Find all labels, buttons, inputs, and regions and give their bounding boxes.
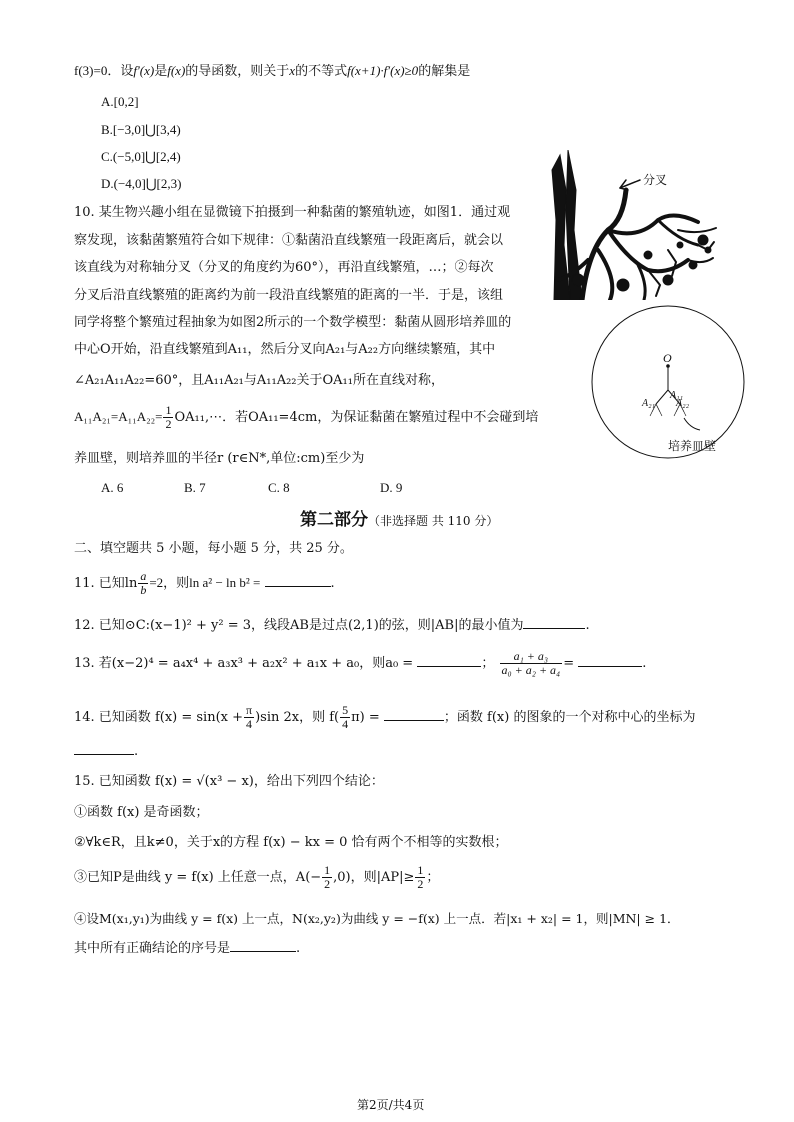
q13-answer-blank-1[interactable] <box>417 654 481 667</box>
q14-mid: )sin 2x，则 f( <box>255 710 340 725</box>
fraction-numerator: 1 <box>417 863 424 877</box>
q9-option-c[interactable]: C.(−5,0]⋃[2,4) <box>101 149 181 164</box>
fraction-numerator: π <box>246 703 253 717</box>
q10-line-1: 10. 某生物兴趣小组在显微镜下拍摄到一种黏菌的繁殖轨迹，如图1．通过观 <box>74 205 511 220</box>
q12-text: 12. 已知⊙C:(x−1)² + y² = 3，线段AB是过点(2,1)的弦，则|AB|的最小值为 <box>74 618 524 633</box>
section-2-heading <box>300 509 498 533</box>
q14-end: . <box>134 744 139 759</box>
fraction-denominator: 2 <box>417 877 424 891</box>
fraction-denominator: 2 <box>165 417 172 431</box>
q9-option-b[interactable]: B.[−3,0]⋃[3,4) <box>101 122 181 137</box>
q15-conclusion-3 <box>74 863 439 893</box>
q11-fraction <box>138 570 148 597</box>
q15-answer-blank[interactable] <box>230 939 296 952</box>
q11 <box>74 568 335 599</box>
q15-c3-fraction-1 <box>322 864 332 891</box>
figure-2-petri-dish <box>572 300 762 460</box>
fraction-denominator: b <box>140 583 147 597</box>
fraction-numerator: a₁ + a₃ <box>500 650 563 664</box>
q10-line-6: 中心O开始，沿直线繁殖到A₁₁，然后分叉向A₂₁与A₂₂方向继续繁殖，其中 <box>74 342 496 357</box>
q10-option-a[interactable]: A. 6 <box>101 480 124 495</box>
q9-stem-prefix: f(3)=0．设 <box>74 63 134 78</box>
q10-line-2: 察发现，该黏菌繁殖符合如下规律：①黏菌沿直线繁殖一段距离后，就会以 <box>74 233 504 248</box>
q10-option-d[interactable]: D. 9 <box>380 480 403 495</box>
q15-conclusion-text: 其中所有正确结论的序号是 <box>74 941 231 956</box>
q15-conclusion-prompt <box>74 939 300 958</box>
q10-line-3: 该直线为对称轴分叉（分叉的角度约为60°），再沿直线繁殖，…；②每次 <box>74 260 494 275</box>
q13-answer-blank-2[interactable] <box>578 654 642 667</box>
fraction-denominator: 4 <box>342 717 349 731</box>
q11-mid: =2，则ln a² − ln b² = <box>149 575 261 590</box>
q9-option-a[interactable]: A.[0,2] <box>101 94 139 109</box>
q15-stem: 15. 已知函数 f(x) = √(x³ − x)，给出下列四个结论： <box>74 774 384 789</box>
q15-c3-mid: ,0)，则|AP|≥ <box>333 870 415 885</box>
q9-stem-part: f(x+1)·f′(x)≥0 <box>347 63 419 78</box>
q15-conclusion-2: ②∀k∈R，且k≠0，关于x的方程 f(x) − kx = 0 恰有两个不相等的实数根； <box>74 835 508 850</box>
q10-option-c[interactable]: C. 8 <box>268 480 290 495</box>
q14-tail: ；函数 f(x) 的图象的一个对称中心的坐标为 <box>443 710 696 725</box>
figure-2-label-a11: A₁₁ <box>670 390 684 401</box>
q15-c3-fraction-2 <box>415 864 425 891</box>
q10-line-4: 分叉后沿直线繁殖的距离约为前一段沿直线繁殖的距离的一半．于是，该组 <box>74 288 504 303</box>
section-2-title: 第二部分 <box>300 510 368 530</box>
q12-answer-blank[interactable] <box>523 616 585 629</box>
q14-answer-blank-2[interactable] <box>74 742 134 755</box>
q12-suffix: . <box>585 618 590 633</box>
q15-c3-prefix: ③已知P是曲线 y = f(x) 上任意一点，A(− <box>74 870 322 885</box>
figure-2-label-o: O <box>663 351 672 365</box>
q10-line-8-part: A₁₁A₂₁=A₁₁A₂₂= <box>74 409 163 424</box>
figure-1-label: 分叉 <box>643 173 668 187</box>
q10-line-8-part: OA₁₁,⋯．若OA₁₁=4cm，为保证黏菌在繁殖过程中不会碰到培 <box>174 410 539 425</box>
fraction-numerator: 1 <box>165 403 172 417</box>
q14-prefix: 14. 已知函数 f(x) = sin(x + <box>74 710 244 725</box>
q15-conclusion-1: ①函数 f(x) 是奇函数； <box>74 805 209 820</box>
q9-stem <box>74 62 470 81</box>
figure-2-label-a22: A₂₂ <box>676 398 690 409</box>
figure-2-label-a21: A₂₁ <box>642 398 656 409</box>
q14-line-2 <box>74 742 138 761</box>
q9-stem-part: 的导函数，则关于 <box>185 64 290 79</box>
q10-line-8 <box>74 402 538 433</box>
q10-line-5: 同学将整个繁殖过程抽象为如图2所示的一个数学模型：黏菌从圆形培养皿的 <box>74 315 512 330</box>
q14-arg-fraction <box>340 704 350 731</box>
q9-stem-part: f(x) <box>167 63 186 78</box>
q9-stem-part: x <box>289 63 296 78</box>
q14 <box>74 703 695 733</box>
q9-option-d[interactable]: D.(−4,0]⋃[2,3) <box>101 176 182 191</box>
q10-half-fraction <box>163 404 173 431</box>
q15-conclusion-4: ④设M(x₁,y₁)为曲线 y = f(x) 上一点，N(x₂,y₂)为曲线 y = −f(x) 上一点．若|x₁ + x₂| = 1，则|MN| ≥ 1． <box>74 911 680 926</box>
q9-stem-suffix: 的解集是 <box>418 64 471 79</box>
q13-text: 13. 若(x−2)⁴ = a₄x⁴ + a₃x³ + a₂x² + a₁x + a₀，则a₀ = <box>74 656 414 671</box>
q13-sep: ； <box>481 656 495 671</box>
q13-eq: = <box>563 656 575 671</box>
figure-2-wall-label: 培养皿壁 <box>668 439 717 453</box>
fraction-denominator: 2 <box>324 877 331 891</box>
q13 <box>74 648 646 680</box>
fraction-numerator: 1 <box>324 863 331 877</box>
q11-answer-blank[interactable] <box>265 574 331 587</box>
q12 <box>74 616 590 635</box>
fraction-denominator: 4 <box>246 717 253 731</box>
fraction-numerator: a <box>140 569 147 583</box>
q9-stem-part: 是 <box>154 64 168 79</box>
q11-suffix: . <box>330 576 335 591</box>
section-2-intro: 二、填空题共 5 小题，每小题 5 分，共 25 分。 <box>74 541 353 556</box>
q13-suffix: . <box>642 656 647 671</box>
q14-answer-blank-1[interactable] <box>384 708 444 721</box>
q15-c3-end: ； <box>426 870 440 885</box>
q13-fraction <box>500 650 563 677</box>
q10-line-9: 养皿壁，则培养皿的半径r (r∈N*,单位:cm)至少为 <box>74 451 365 466</box>
page-footer: 第2页/共4页 <box>357 1098 425 1112</box>
q10-line-7: ∠A₂₁A₁₁A₂₂=60°，且A₁₁A₂₁与A₁₁A₂₂关于OA₁₁所在直线对称， <box>74 373 444 388</box>
q9-stem-part: 的不等式 <box>295 64 348 79</box>
fraction-numerator: 5 <box>342 703 349 717</box>
figure-1-slime-mold <box>548 150 720 300</box>
q9-stem-part: f′(x) <box>133 63 155 78</box>
fraction-denominator: a₀ + a₂ + a₄ <box>501 663 561 677</box>
section-2-subtitle: （非选择题 共 110 分） <box>368 514 499 528</box>
q14-pi-fraction <box>244 704 254 731</box>
q15-end: . <box>296 941 301 956</box>
q10-option-b[interactable]: B. 7 <box>184 480 206 495</box>
q14-mid2: π) = <box>351 710 380 725</box>
q11-prefix: 11. 已知ln <box>74 576 138 591</box>
